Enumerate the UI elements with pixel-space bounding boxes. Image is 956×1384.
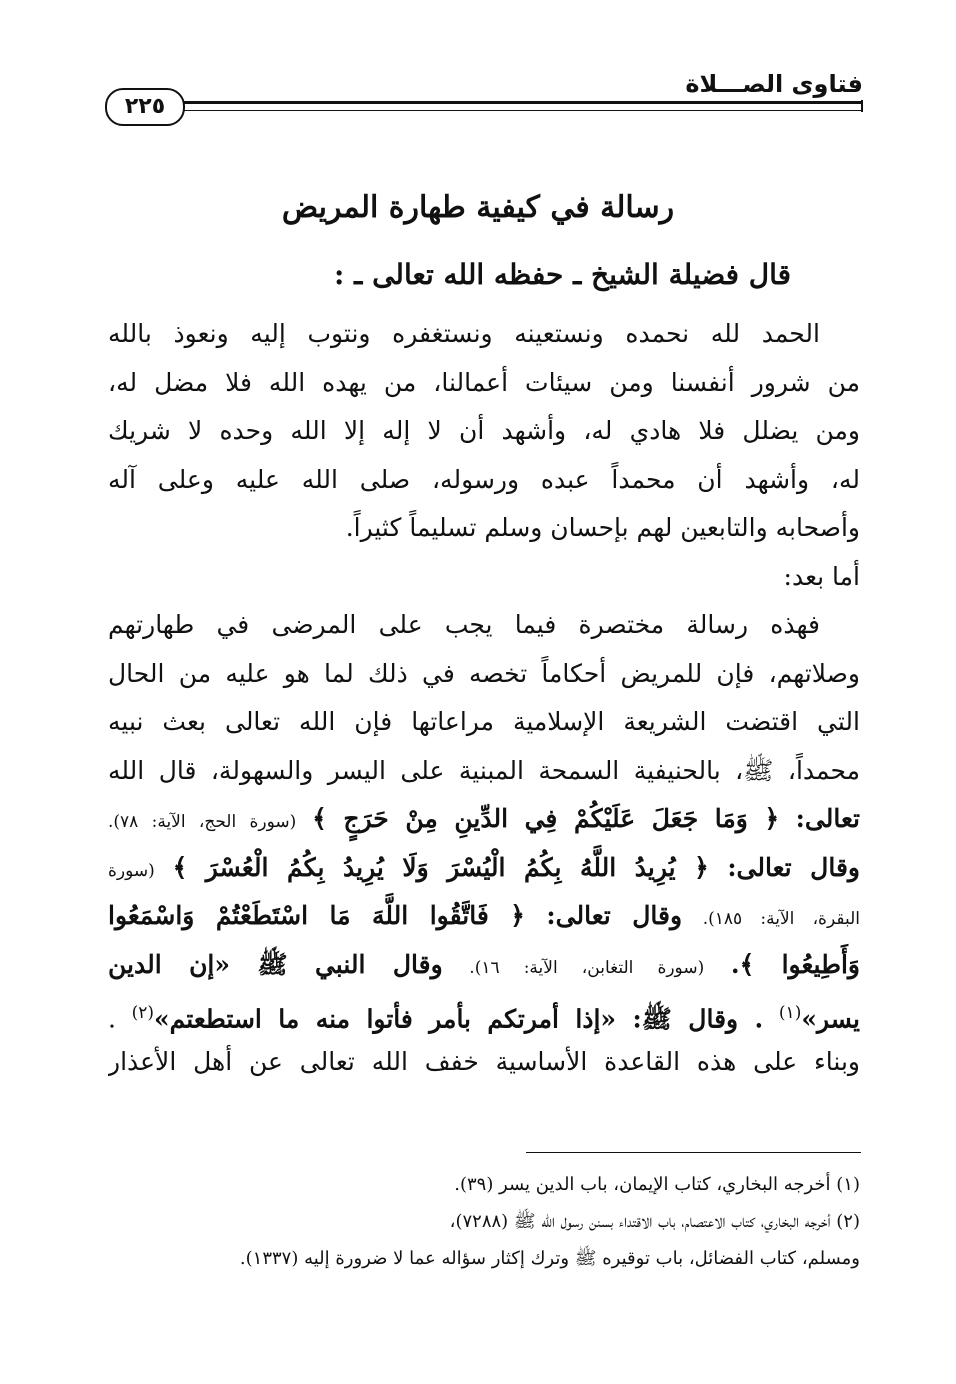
page-number: ٢٢٥	[105, 88, 185, 126]
running-header-title: فتاوى الصـــلاة	[685, 70, 863, 98]
verse-line	[108, 844, 860, 893]
footnotes	[108, 1166, 860, 1277]
header-rule-end	[861, 100, 863, 112]
verse-line	[108, 795, 860, 844]
verse-reference: البقرة، الآية: ١٨٥).	[702, 909, 860, 929]
verse-line	[108, 892, 860, 941]
header-rule-thick	[178, 101, 861, 104]
body-text	[108, 310, 860, 1086]
header-rule-thin	[178, 110, 861, 111]
verse-line	[108, 941, 860, 990]
footnote-rule	[526, 1152, 861, 1153]
hadith-text: يسر»	[801, 1004, 860, 1034]
body-line: وأصحابه والتابعين لهم بإحسان وسلم تسليماً كثيراً.	[345, 513, 860, 542]
body-line: ومن يضلل فلا هادي له، وأشهد أن لا إله إلا الله وحده لا شريك	[108, 416, 860, 445]
section-title: رسالة في كيفية طهارة المريض	[281, 190, 675, 225]
hadith-text: . وقال ﷺ: «إذا أمرتكم بأمر فأتوا منه ما استطعتم»	[154, 1004, 764, 1034]
body-line: فهذه رسالة مختصرة فيما يجب على المرضى في طهارتهم	[108, 610, 820, 639]
body-line: من شرور أنفسنا ومن سيئات أعمالنا، من يهده الله فلا مضل له،	[108, 367, 860, 397]
footnote: (٢) أخرجه البخاري، كتاب الاعتصام، باب الاقتداء بسنن رسول الله ﷺ (٧٢٨٨)،	[449, 1211, 860, 1232]
body-line: وبناء على هذه القاعدة الأساسية خفف الله تعالى عن أهل الأعذار	[108, 1046, 860, 1076]
body-line: أما بعد:	[783, 561, 860, 591]
footnote: (١) أخرجه البخاري، كتاب الإيمان، باب الدين يسر (٣٩).	[454, 1174, 860, 1195]
footnote-marker: (٢)	[131, 1003, 155, 1023]
hadith-intro: وقال النبي ﷺ «إن الدين	[108, 949, 443, 979]
verse-reference: (سورة الحج، الآية: ٧٨).	[108, 812, 297, 832]
body-line: محمداً، ﷺ، بالحنيفية السمحة المبنية على اليسر والسهولة، قال الله	[108, 755, 860, 785]
footnote-marker: (١)	[778, 1003, 802, 1023]
punctuation: .	[108, 1004, 116, 1034]
verse-reference: (سورة	[108, 860, 155, 881]
hadith-line	[108, 989, 860, 1038]
body-line: التي اقتضت الشريعة الإسلامية مراعاتها فإن الله تعالى بعث نبيه	[108, 707, 860, 736]
verse-text: وَأَطِيعُوا ﴾.	[730, 949, 860, 979]
verse-text: وقال تعالى: ﴿ يُرِيدُ اللَّهُ بِكُمُ الْيُسْرَ وَلَا يُرِيدُ بِكُمُ الْعُسْرَ ﴾	[172, 852, 860, 882]
verse-reference: (سورة التغابن، الآية: ١٦).	[469, 957, 705, 978]
body-line: الحمد لله نحمده ونستعينه ونستغفره ونتوب إليه ونعوذ بالله	[108, 319, 820, 348]
section-subtitle: قال فضيلة الشيخ ـ حفظه الله تعالى ـ :	[334, 258, 791, 291]
footnote: ومسلم، كتاب الفضائل، باب توقيره ﷺ وترك إكثار سؤاله عما لا ضرورة إليه (١٣٣٧).	[239, 1248, 860, 1269]
verse-text: تعالى: ﴿ وَمَا جَعَلَ عَلَيْكُمْ فِي الدِّينِ مِنْ حَرَجٍ ﴾	[312, 804, 860, 833]
body-line: وصلاتهم، فإن للمريض أحكاماً تخصه في ذلك لما هو عليه من الحال	[108, 658, 860, 688]
body-line: له، وأشهد أن محمداً عبده ورسوله، صلى الله عليه وعلى آله	[108, 464, 860, 494]
verse-text: وقال تعالى: ﴿ فَاتَّقُوا اللَّهَ مَا اسْتَطَعْتُمْ وَاسْمَعُوا	[108, 901, 683, 930]
